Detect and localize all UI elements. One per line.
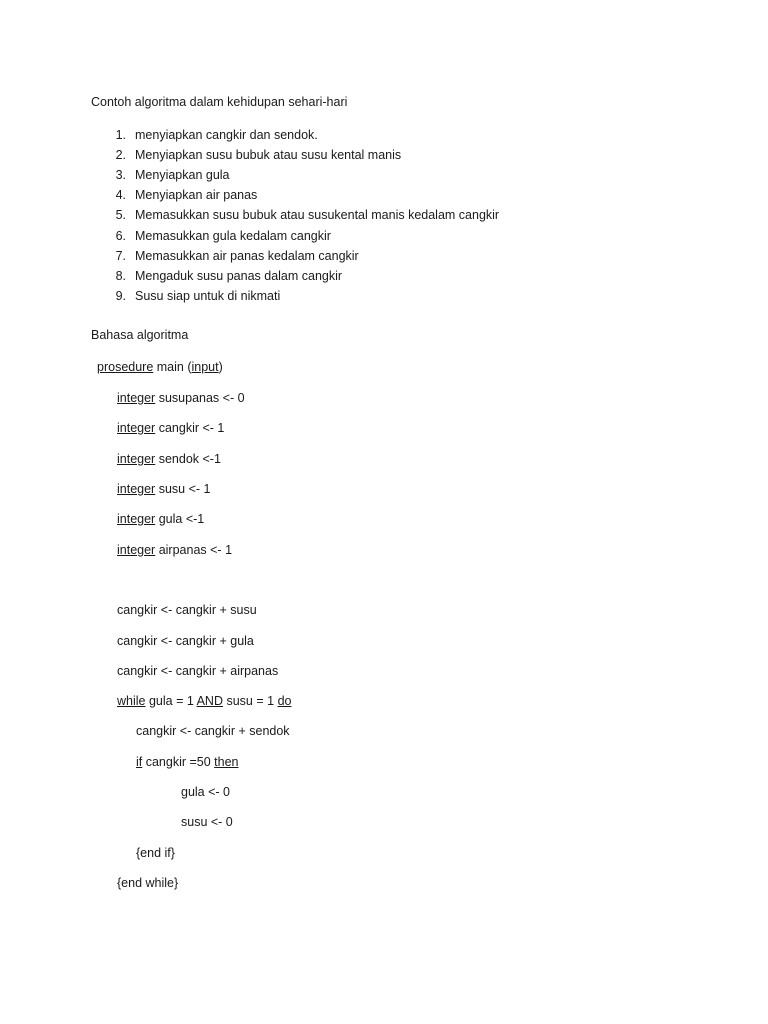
list-item [0, 207, 768, 223]
code-assignment: cangkir <- cangkir + airpanas [117, 664, 279, 678]
list-item [0, 167, 768, 183]
list-item-number: 3. [115, 168, 126, 182]
code-end-if: {end if} [136, 846, 175, 860]
code-keyword: do [277, 694, 292, 708]
list-item-number: 1. [115, 128, 126, 142]
code-keyword: integer [117, 391, 156, 405]
code-declaration [117, 420, 224, 436]
code-end-while: {end while} [117, 876, 179, 890]
list-item-text: Menyiapkan gula [135, 168, 230, 182]
code-if-line [136, 754, 239, 770]
code-while-line [117, 693, 291, 709]
code-text: cangkir <- 1 [155, 421, 225, 435]
code-keyword: if [136, 755, 143, 769]
code-declaration [117, 542, 232, 558]
code-declaration [117, 511, 204, 527]
list-item-text: Memasukkan gula kedalam cangkir [135, 229, 331, 243]
code-keyword: integer [117, 543, 156, 557]
code-declaration [117, 451, 221, 467]
list-item-text: Memasukkan susu bubuk atau susukental manis kedalam cangkir [135, 208, 500, 222]
code-keyword: integer [117, 421, 156, 435]
list-item [0, 288, 768, 304]
list-item-text: menyiapkan cangkir dan sendok. [135, 128, 318, 142]
code-text: ) [218, 360, 223, 374]
code-text: main ( [153, 360, 192, 374]
code-if-body: susu <- 0 [181, 815, 233, 829]
list-item-text: Susu siap untuk di nikmati [135, 289, 281, 303]
list-item [0, 228, 768, 244]
code-text: cangkir =50 [142, 755, 215, 769]
list-item-text: Memasukkan air panas kedalam cangkir [135, 249, 359, 263]
code-keyword: integer [117, 452, 156, 466]
document-title: Contoh algoritma dalam kehidupan sehari-hari [91, 95, 348, 109]
code-keyword: while [117, 694, 146, 708]
list-item [0, 187, 768, 203]
code-procedure-line [97, 359, 223, 375]
list-item-number: 6. [115, 229, 126, 243]
list-item-text: Mengaduk susu panas dalam cangkir [135, 269, 343, 283]
code-text: gula <-1 [155, 512, 205, 526]
section-heading: Bahasa algoritma [91, 328, 189, 342]
list-item-number: 7. [115, 249, 126, 263]
code-text: susu = 1 [223, 694, 278, 708]
list-item-number: 4. [115, 188, 126, 202]
list-item-text: Menyiapkan susu bubuk atau susu kental manis [135, 148, 402, 162]
code-declaration [117, 481, 210, 497]
list-item [0, 127, 768, 143]
code-text: airpanas <- 1 [155, 543, 233, 557]
list-item-number: 5. [115, 208, 126, 222]
code-declaration [117, 390, 245, 406]
code-text: sendok <-1 [155, 452, 221, 466]
code-keyword: input [191, 360, 219, 374]
list-item-number: 2. [115, 148, 126, 162]
code-assignment: cangkir <- cangkir + gula [117, 634, 254, 648]
code-text: gula = 1 [145, 694, 197, 708]
list-item [0, 147, 768, 163]
list-item-number: 9. [115, 289, 126, 303]
code-keyword: integer [117, 512, 156, 526]
code-assignment: cangkir <- cangkir + susu [117, 603, 257, 617]
code-keyword: prosedure [97, 360, 154, 374]
code-keyword: integer [117, 482, 156, 496]
code-text: susupanas <- 0 [155, 391, 245, 405]
code-if-body: gula <- 0 [181, 785, 230, 799]
code-keyword: AND [196, 694, 223, 708]
list-item [0, 248, 768, 264]
code-keyword: then [214, 755, 239, 769]
list-item-text: Menyiapkan air panas [135, 188, 258, 202]
code-text: susu <- 1 [155, 482, 211, 496]
list-item [0, 268, 768, 284]
list-item-number: 8. [115, 269, 126, 283]
code-loop-body: cangkir <- cangkir + sendok [136, 724, 290, 738]
